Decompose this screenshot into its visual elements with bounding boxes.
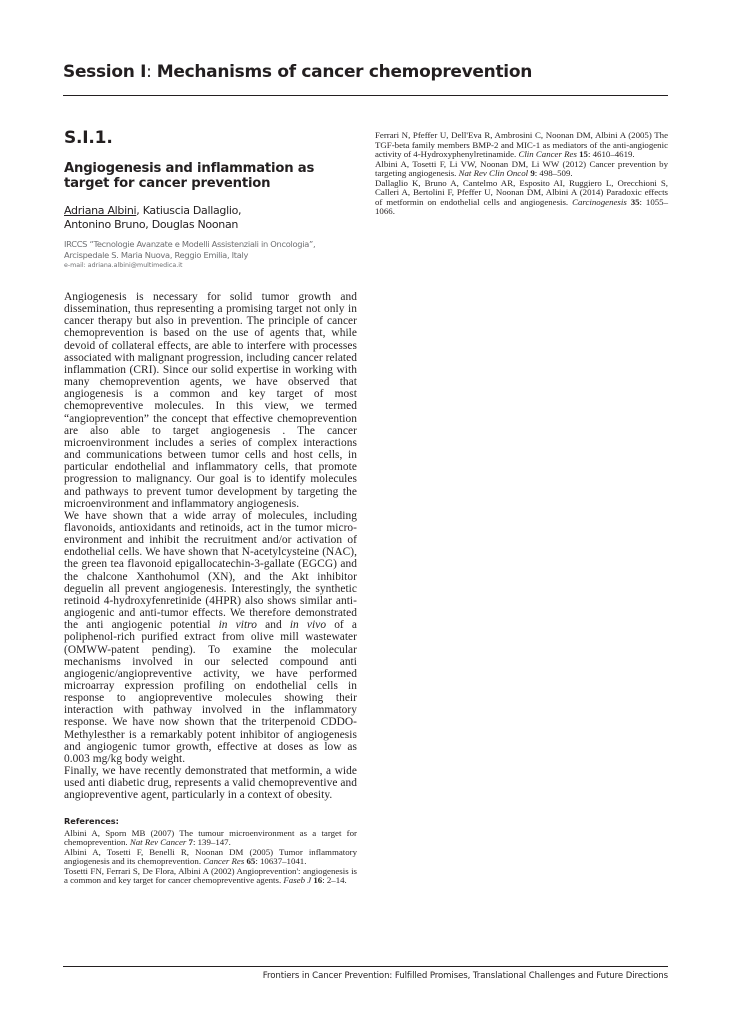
running-footer: Frontiers in Cancer Prevention: Fulfilled Promises, Translational Challenges and Future Directions (262, 971, 668, 981)
ref-journal: Carcinogenesis (572, 196, 627, 207)
body-paragraph-2 (64, 510, 357, 765)
p2-part2: of a poliphenol-rich purified extract from olive mill wastewater (OMWW-patent pending). To examine the molecular mechanisms involved in our selected compound anti angiogenic/angiopreventive activity, we have performed microarray expression profiling on endothelial cells in response to angiopreventive molecules showing their interaction with pathway involved in the inflammatory response. We have now shown that the triterpenoid CDDO-Methylesther is a remarkably potent inhibitor of angiogenesis and angiogenic tumor growth, effective at doses as low as 0.003 mg/kg body weight. (64, 619, 357, 765)
ref-volume: 9 (530, 168, 535, 179)
ref-journal: Cancer Res (203, 856, 245, 867)
body-paragraph-3: Finally, we have recently demonstrated that metformin, a wide used anti diabetic drug, represents a valid chemopreventive and angiopreventive agent, particularly in a context of obesity. (64, 765, 357, 802)
ref-pages: : 1055–1066. (375, 196, 669, 217)
co-authors-line2: Antonino Bruno, Douglas Noonan (64, 218, 239, 231)
p2-part1: We have shown that a wide array of molecules, including flavonoids, antioxidants and retinoids, act in the tumor micro-environment and inhibit the recruitment and/or activation of endothelial cells. We have shown that N-acetylcysteine (NAC), the green tea flavonoid epigallocatechin-3-gallate (EGCG) and the chalcone Xanthohumol (XN), and the Akt inhibitor deguelin all prevent angiogenesis. Interestingly, the synthetic retinoid 4-hydroxyfenretinide (4HPR) also shows similar anti-angiogenic and anti-tumor effects. We therefore demonstrated the anti angiogenic potential (64, 509, 357, 632)
ref-pages: : 498–509. (534, 168, 573, 179)
ref-text: Ferrari N, Pfeffer U, Dell'Eva R, Ambrosini C, Noonan DM, Albini A (2005) The TGF-beta family members BMP-2 and MIC-1 as mediators of the anti-angiogenic activity of 4-Hydroxyphenylretinamide. (375, 130, 668, 160)
session-prefix: Session I (63, 62, 147, 82)
references-left (64, 829, 357, 886)
ref-volume: 65 (246, 856, 256, 867)
contact-email: e-mail: adriana.albini@multimedica.it (64, 262, 183, 269)
session-colon: : (146, 62, 157, 82)
reference-item (375, 179, 668, 217)
ref-volume: 15 (579, 149, 588, 160)
reference-item (64, 867, 357, 886)
p2-and: and (257, 619, 290, 632)
p2-in-vivo: in vivo (289, 619, 327, 632)
ref-journal: Faseb J (283, 875, 312, 886)
affiliation: IRCCS “Tecnologie Avanzate e Modelli Assistenziali in Oncologia”, Arcispedale S. Maria Nuova, Reggio Emilia, Italy (64, 239, 316, 260)
ref-journal: Nat Rev Cancer (129, 837, 187, 848)
references-heading: References: (64, 815, 119, 826)
ref-journal: Nat Rev Clin Oncol (458, 168, 529, 179)
ref-text: Albini A, Sporn MB (2007) The tumour microenvironment as a target for chemoprevention. (64, 827, 357, 848)
right-column (375, 131, 668, 217)
left-column (64, 128, 357, 886)
abstract-title: Angiogenesis and inflammation as target for cancer prevention (64, 161, 315, 191)
ref-volume: 7 (188, 837, 193, 848)
reference-item (375, 160, 668, 179)
p2-in-vitro: in vitro (218, 619, 257, 632)
co-authors-line1: , Katiuscia Dallaglio, (136, 204, 242, 217)
session-title (63, 62, 667, 82)
ref-volume: 35 (630, 196, 640, 207)
ref-pages: : 2–14. (322, 875, 347, 886)
ref-journal: Clin Cancer Res (518, 149, 577, 160)
footer-rule (63, 966, 668, 967)
reference-item (375, 131, 668, 160)
ref-pages: : 4610–4619. (587, 149, 635, 160)
ref-pages: : 139–147. (192, 837, 231, 848)
ref-text: Albini A, Tosetti F, Benelli R, Noonan DM (2005) Tumor inflammatory angiogenesis and its chemoprevention. (64, 846, 357, 867)
body-paragraph-1: Angiogenesis is necessary for solid tumor growth and dissemination, thus representing a promising target not only in cancer therapy but also in prevention. The principle of cancer chemoprevention is based on the use of agents that, while devoid of collateral effects, are able to interfere with processes associated with malignant progression, including cancer related inflammation (CRI). Since our solid expertise in working with many chemoprevention agents, we have observed that angiogenesis is a common and key target of most chemopreventive molecules. In this view, we termed “angioprevention” the concept that effective chemoprevention are also able to target angiogenesis . The cancer microenvironment includes a series of complex interactions and communications between tumor cells and host cells, in particular endothelial and inflammatory cells, that promote progression to malignancy. Our goal is to identify molecules and pathways to prevent tumor development by targeting the microenvironment and inflammatory angiogenesis. (64, 291, 357, 510)
reference-item (64, 848, 357, 867)
reference-item (64, 829, 357, 848)
ref-text: Dallaglio K, Bruno A, Cantelmo AR, Esposito AI, Ruggiero L, Orecchioni S, Calleri A, Bertolini F, Pfeffer U, Noonan DM, Albini A (2014) Paradoxic effects of metformin on endothelial cells and angiogenesis. (375, 177, 668, 207)
abstract-id: S.I.1. (64, 128, 113, 148)
presenting-author: Adriana Albini (64, 204, 137, 217)
ref-text: Albini A, Tosetti F, Li VW, Noonan DM, Li WW (2012) Cancer prevention by targeting angiogenesis. (375, 158, 668, 179)
header-rule (63, 95, 668, 96)
ref-text: Tosetti FN, Ferrari S, De Flora, Albini A (2002) Angioprevention': angiogenesis is a common and key target for cancer chemopreventive agents. (64, 865, 357, 886)
ref-volume: 16 (313, 875, 323, 886)
author-list (64, 204, 357, 232)
ref-pages: : 10637–1041. (255, 856, 307, 867)
session-name: Mechanisms of cancer chemoprevention (156, 62, 533, 82)
